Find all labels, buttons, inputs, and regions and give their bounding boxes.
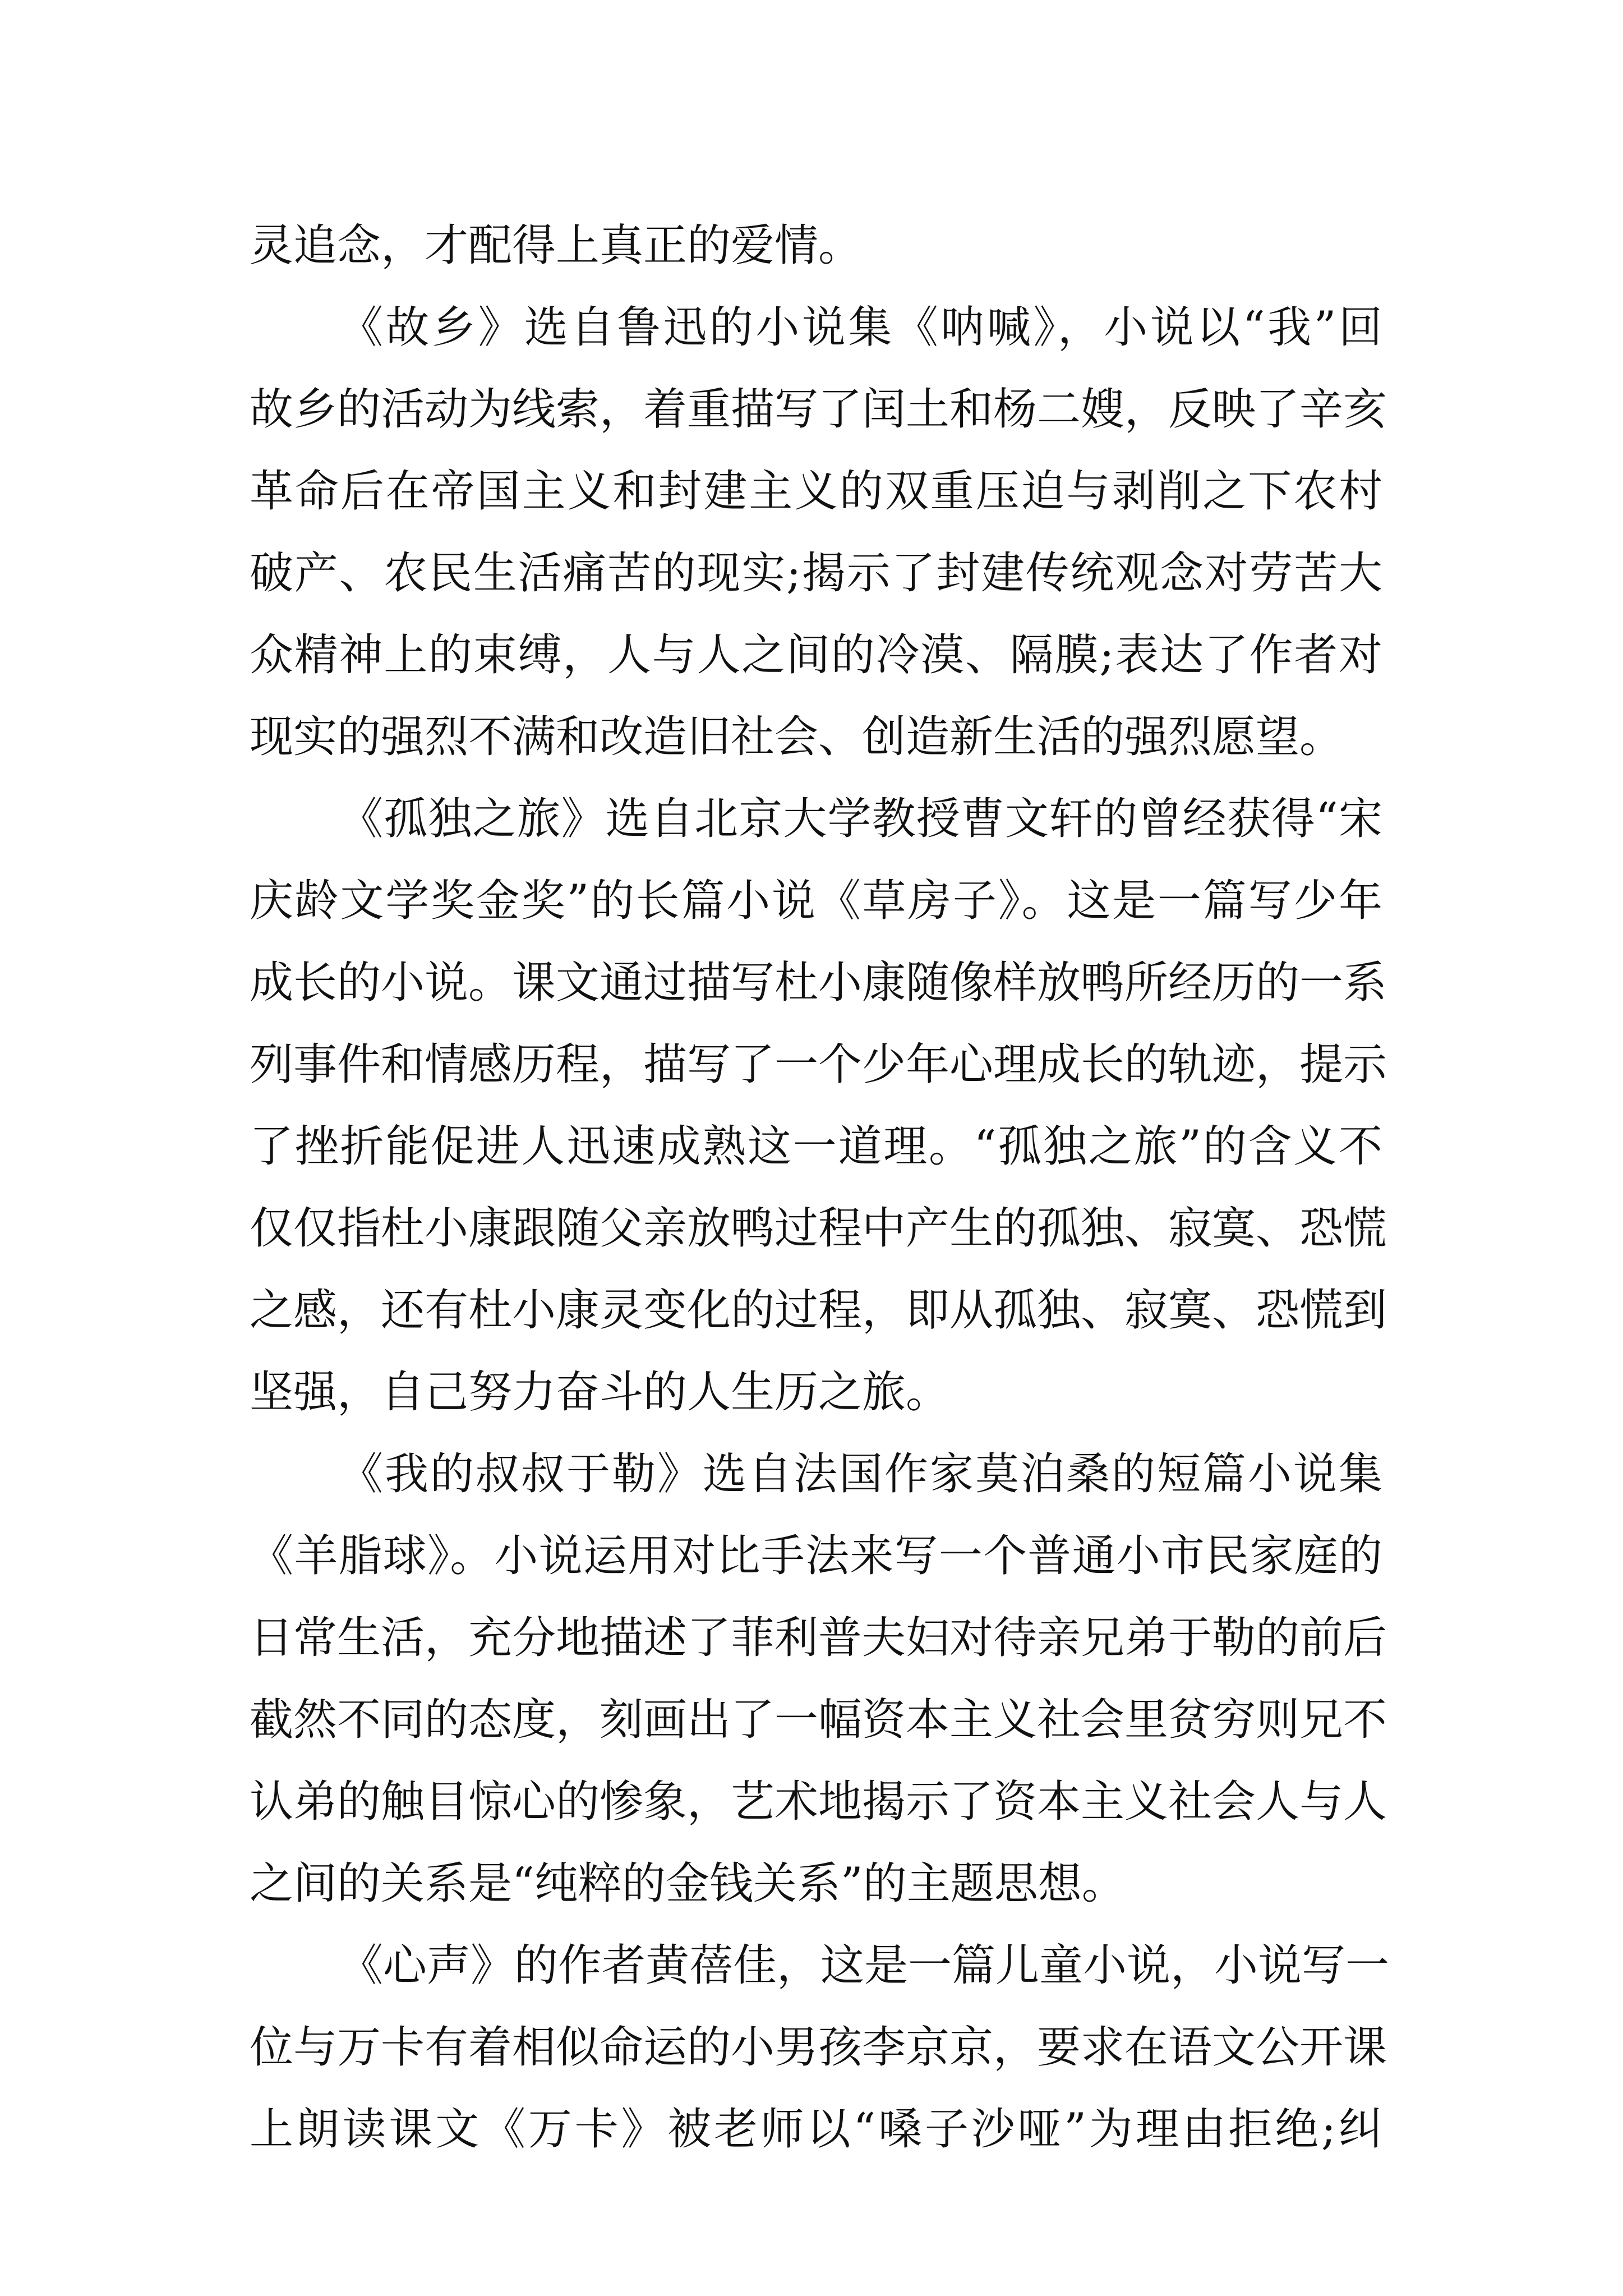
text-line: 截然不同的态度，刻画出了一幅资本主义社会里贫穷则兄不 [250,1695,1387,1745]
text-line: 上朗读课文《万卡》被老师以“嗓子沙哑”为理由拒绝;纠 [250,2104,1382,2155]
text-line: 《故乡》选自鲁迅的小说集《呐喊》，小说以“我”回 [339,302,1382,353]
text-line: 《孤独之旅》选自北京大学教授曹文轩的曾经获得“宋 [339,794,1382,844]
text-line: 认弟的触目惊心的惨象，艺术地揭示了资本主义社会人与人 [250,1777,1387,1827]
paragraph-gudu-zhi-lv [250,778,1387,1433]
text-line: 庆龄文学奖金奖”的长篇小说《草房子》。这是一篇写少年 [250,876,1382,926]
paragraph-shushu-yule [250,1433,1387,1925]
paragraph-guxiang [250,287,1387,778]
text-line: 成长的小说。课文通过描写杜小康随像样放鸭所经历的一系 [250,958,1387,1008]
text-line: 坚强，自己努力奋斗的人生历之旅。 [250,1367,950,1418]
body-text [250,205,1390,2170]
paragraph-continuation [250,205,1382,287]
text-line: 《羊脂球》。小说运用对比手法来写一个普通小市民家庭的 [250,1531,1382,1581]
text-line: 《我的叔叔于勒》选自法国作家莫泊桑的短篇小说集 [339,1449,1382,1499]
text-line: 《心声》的作者黄蓓佳，这是一篇儿童小说，小说写一 [339,1940,1390,1991]
text-line: 众精神上的束缚，人与人之间的冷漠、隔膜;表达了作者对 [250,630,1382,680]
text-line: 位与万卡有着相似命运的小男孩李京京，要求在语文公开课 [250,2022,1387,2073]
paragraph-xinsheng [250,1925,1390,2170]
text-line: 日常生活，充分地描述了菲利普夫妇对待亲兄弟于勒的前后 [250,1613,1387,1663]
text-line: 之感，还有杜小康灵变化的过程，即从孤独、寂寞、恐慌到 [250,1285,1387,1336]
text-line: 灵追念，才配得上真正的爱情。 [250,220,863,271]
text-line: 现实的强烈不满和改造旧社会、创造新生活的强烈愿望。 [250,712,1344,762]
text-line: 之间的关系是“纯粹的金钱关系”的主题思想。 [250,1858,1126,1909]
text-line: 革命后在帝国主义和封建主义的双重压迫与剥削之下农村 [250,466,1382,517]
text-line: 故乡的活动为线索，着重描写了闰土和杨二嫂，反映了辛亥 [250,384,1387,435]
text-line: 破产、农民生活痛苦的现实;揭示了封建传统观念对劳苦大 [250,548,1382,599]
text-line: 列事件和情感历程，描写了一个少年心理成长的轨迹，提示 [250,1039,1387,1090]
text-line: 了挫折能促进人迅速成熟这一道理。“孤独之旅”的含义不 [250,1121,1382,1172]
text-line: 仅仅指杜小康跟随父亲放鸭过程中产生的孤独、寂寞、恐慌 [250,1203,1387,1254]
